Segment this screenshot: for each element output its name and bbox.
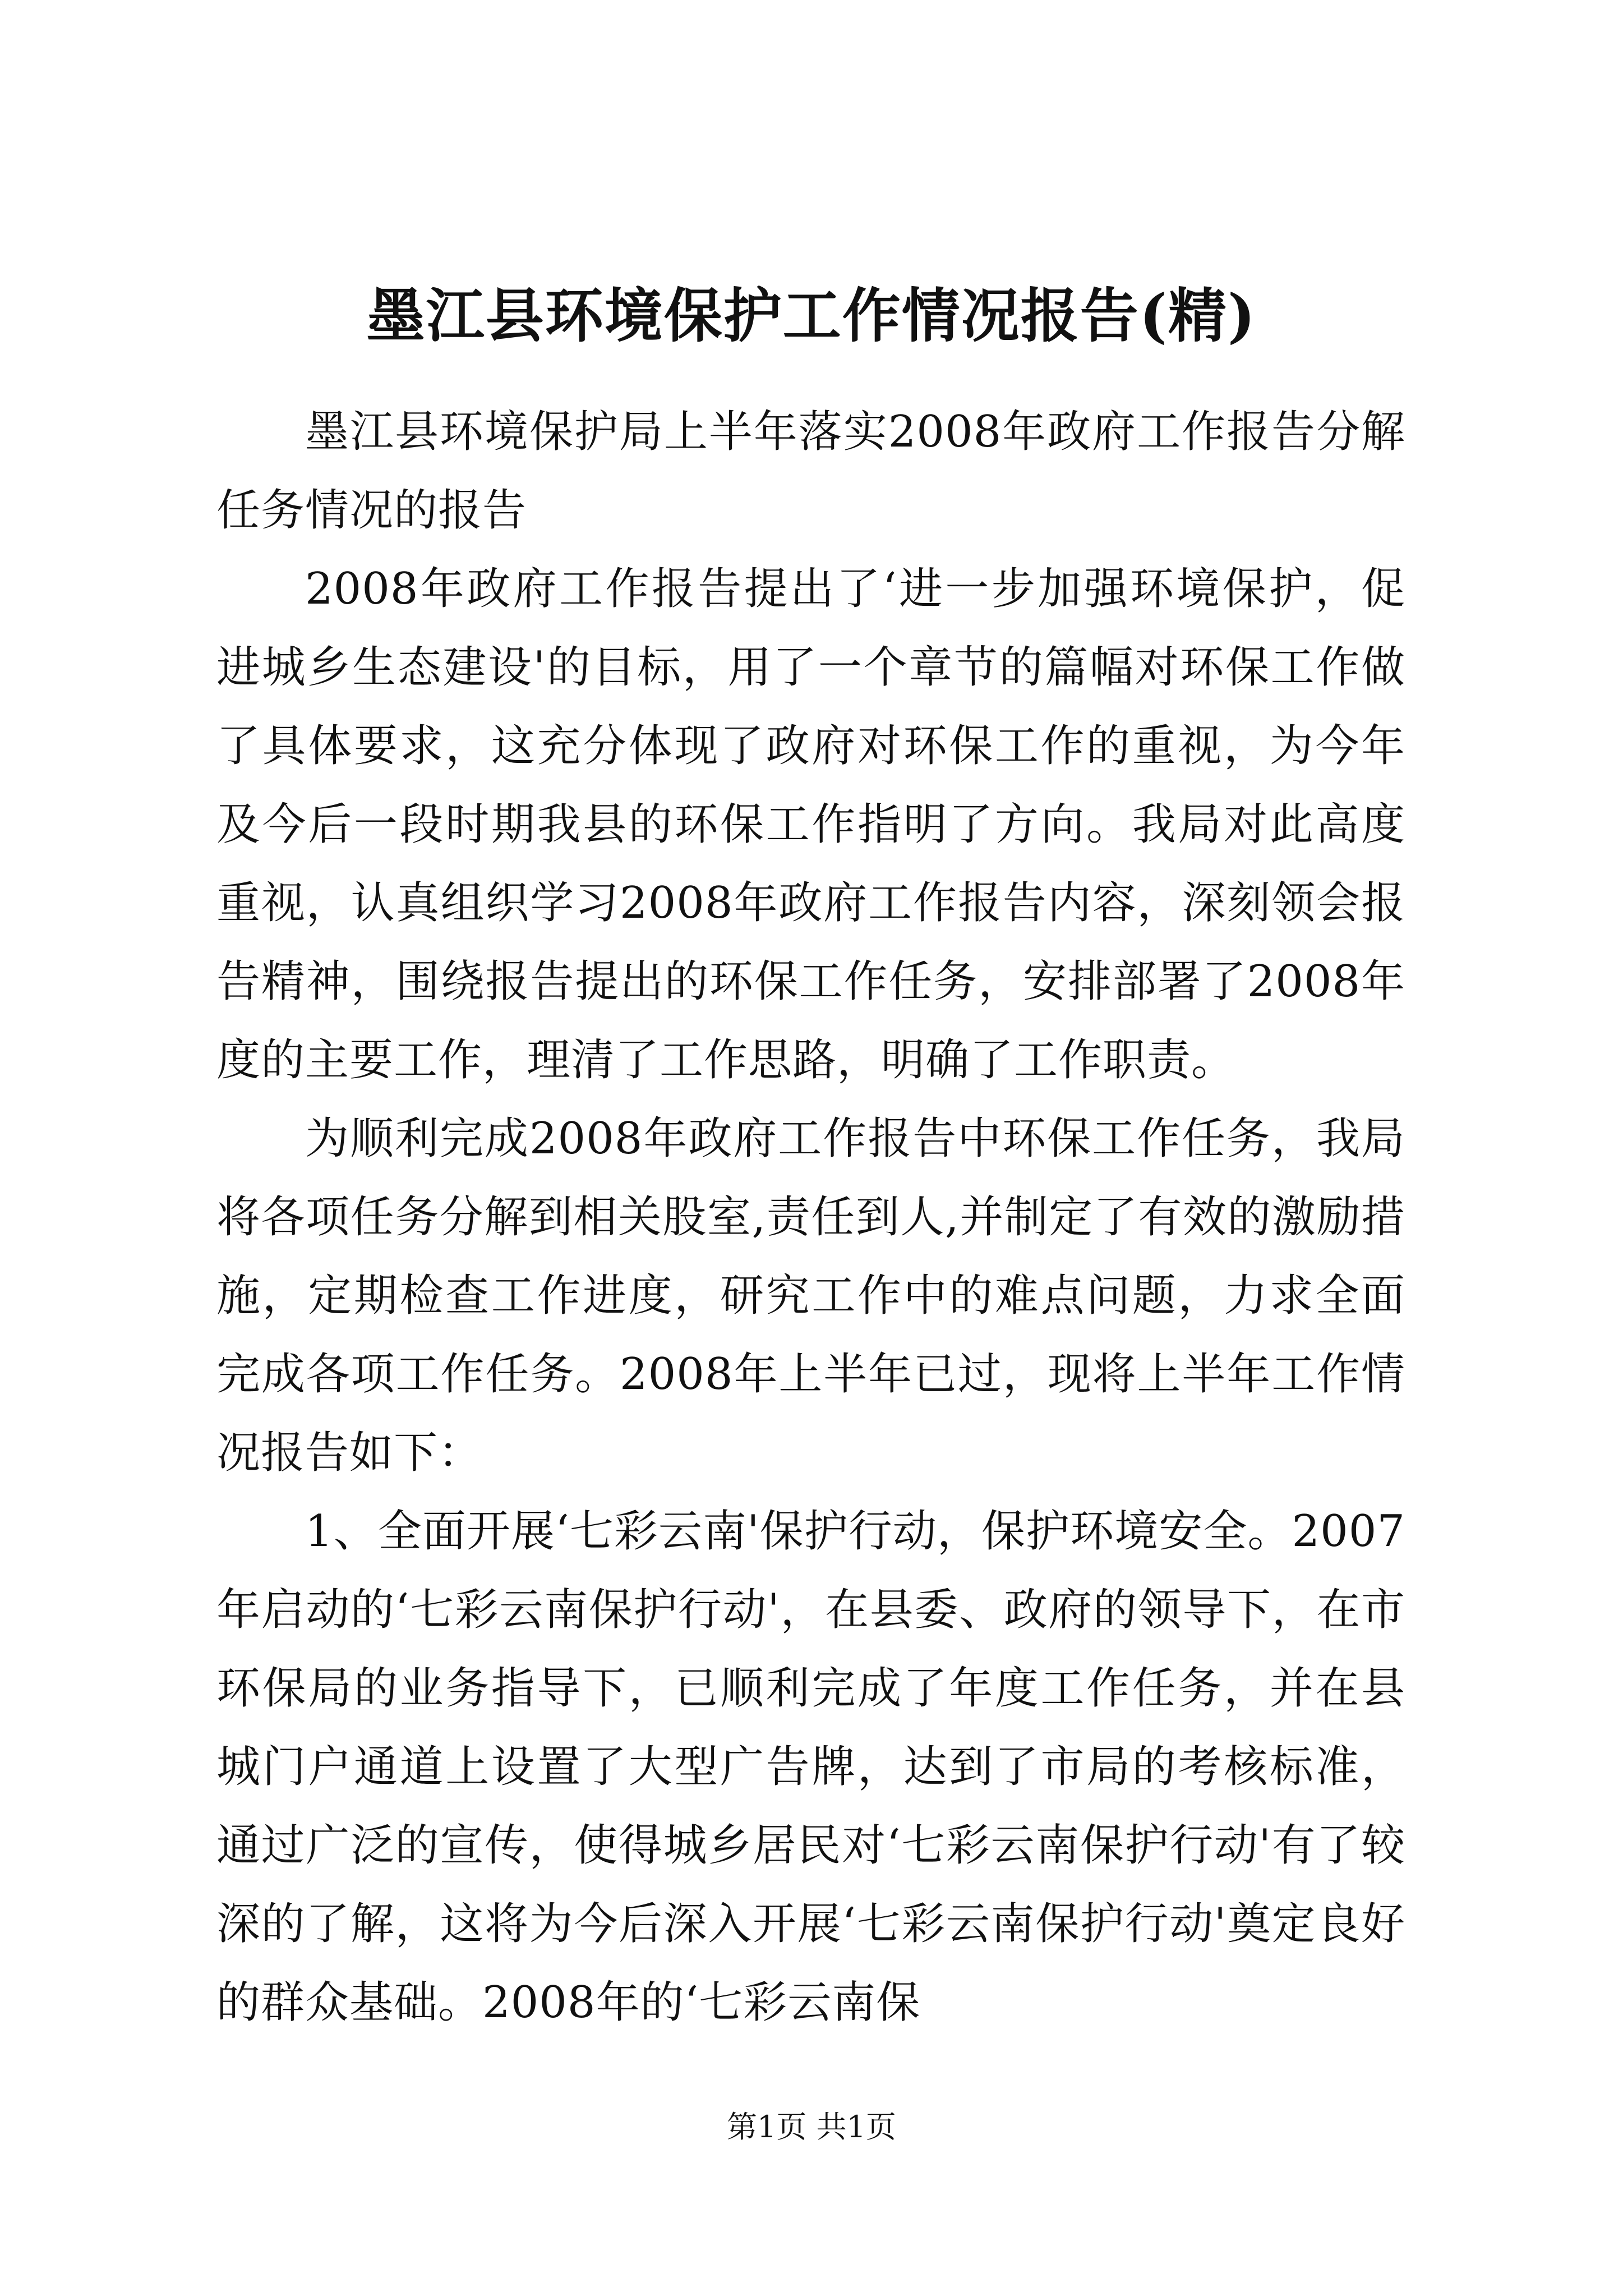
document-body <box>216 393 1405 2042</box>
paragraph-item-1: 1、全面开展‘七彩云南'保护行动，保护环境安全。2007年启动的‘七彩云南保护行动'，在县委、政府的领导下，在市环保局的业务指导下，已顺利完成了年度工作任务，并在县城门户通道上设置了大型广告牌，达到了市局的考核标准，通过广泛的宣传，使得城乡居民对‘七彩云南保护行动'有了较深的了解，这将为今后深入开展‘七彩云南保护行动'奠定良好的群众基础。2008年的‘七彩云南保 <box>216 1506 1405 2028</box>
document-title: 墨江县环境保护工作情况报告(精) <box>366 281 1257 350</box>
paragraph-task-decomposition: 为顺利完成2008年政府工作报告中环保工作任务，我局将各项任务分解到相关股室,责任到人,并制定了有效的激励措施，定期检查工作进度，研究工作中的难点问题，力求全面完成各项工作任务。2008年上半年已过，现将上半年工作情况报告如下： <box>216 1114 1405 1478</box>
page-footer: 第1页 共1页 <box>727 2109 896 2145</box>
paragraph-report-goals: 2008年政府工作报告提出了‘进一步加强环境保护，促进城乡生态建设'的目标，用了一个章节的篇幅对环保工作做了具体要求，这充分体现了政府对环保工作的重视，为今年及今后一段时期我县的环保工作指明了方向。我局对此高度重视，认真组织学习2008年政府工作报告内容，深刻领会报告精神，围绕报告提出的环保工作任务，安排部署了2008年度的主要工作，理清了工作思路，明确了工作职责。 <box>216 564 1405 1085</box>
paragraph-intro: 墨江县环境保护局上半年落实2008年政府工作报告分解任务情况的报告 <box>216 407 1405 536</box>
